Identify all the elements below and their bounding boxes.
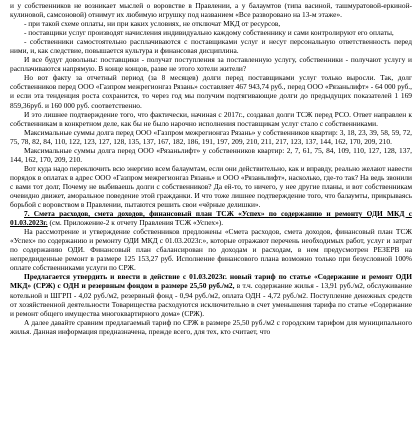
section-7-reference: (см. Приложение-2 к отчету Правления ТСЖ «Успех»). [47, 218, 224, 228]
tariff-proposal [10, 272, 412, 317]
paragraph-gas-debtors: Максимальные суммы долга перед ООО «Газпром межрегионгаз Рязань» у собственников квартир: 3, 18, 23, 39, 58, 59, 72, 75, 78, 82, 84, 110, 122, 123, 127, 128, 135, 137, 167, 182, 186, 191, 197, 209, 210, 211, 217, 123, 137, 144, 162, 170, 209, 210. [10, 127, 412, 146]
bullet-individual-billing: - поставщики услуг производят начисления индивидуально каждому собственнику и сами контролируют его оплаты, [24, 28, 394, 38]
tariff-proposal-bold: Предлагается утвердить и ввести в действие с 01.03.2023г. новый тариф по статье «Содержание и ремонт ОДИ МКД» (СРЖ) с ОДН и резервным фондом в размере 25,50 руб./м2, [10, 272, 412, 291]
paragraph-lift-debtors: Максимальные суммы долга перед ООО «Рязаньлифт» у собственников квартир: 2, 7, 61, 75, 84, 109, 110, 127, 128, 137, 144, 162, 170, 209, 210. [10, 145, 412, 164]
paragraph-compare-tariff: А далее давайте сравним предлагаемый тариф по СРЖ в размере 25,50 руб./м2 с городским тарифом для муниципального жилья. Данная информация предназначена, прежде всего, для тех, кто считает, что [10, 317, 412, 336]
bullet-responsibility: - собственники самостоятельно расплачиваются с поставщиками услуг и несут персональную ответственность перед ними, и, как следствие, повышается культура и финансовая дисциплина. [10, 37, 412, 56]
section-7-body: На рассмотрение и утверждение собственников предложены «Смета расходов, смета доходов, финансовый план ТСЖ «Успех» по содержанию и ремонту ОДИ МКД с 01.03.2023г.», которые отражают перечень необходимых работ, услуг и затрат по содержанию ОДИ. Финансовый план сбалансирован по доходам и расходам, в нем предусмотрен РЕЗЕРВ на непредвиденные ремонт в размере 125 153,27 руб. Исполнение финансового плана возможно только при безусловной 100% оплате собственниками услуги по СРЖ. [10, 227, 412, 273]
paragraph-intro: и у собственников не возникает мыслей о воровстве в Правлении, а у балаумтов (типа васиной, ташмуратовой-еркиной-кулиновой, самсоновой) отнимут их любимую игрушку под названием «Все разворовано на 13-м этаже». [10, 1, 412, 20]
bullet-no-disconnect: - при такой схеме оплаты, ни при каких условиях, не отключат МКД от ресурсов, [24, 19, 281, 29]
tariff-proposal-rest: в т.ч. содержание жилья - 13,91 руб./м2, обслуживание котельной и ШГРП - 4,02 руб./м2, резервный фонд - 0,94 руб./м2, оплата ОДН - 4,72 руб./м2. Поступление денежных средств от хозяйственной деятельности Товарищества расходуются исключительно в счет уменьшения тарифа по статье «Содержание и ремонт общего имущества многоквартирного дома» (СРЖ). [10, 281, 412, 318]
paragraph-debts-grew: Но вот факту за отчетный период (за 8 месяцев) долги перед поставщиками услуг только выросли. Так, долг собственников перед ООО «Газпром межрегионгаз Рязань» составляет 467 943,74 руб., перед ООО «Рязаньлифт» - 64 000 руб., и если эта тенденция роста сохранится, то через год мы получим подтягивающие долги до предыдущих показателей 1 169 859,36руб. и 160 000 руб. соответственно. [10, 73, 412, 110]
paragraph-energy: Вот куда надо переключить всю энергию всем балаумтам, если они действительно, как и вправду, реально желают навести порядок в оплатах в адрес ООО «Газпром межрегионгаз Рязань» и ООО «Рязаньлифт», насколько, где-то так? На ведь звонили с вами тот долг, Почему не выбиваешь долги с собственников? Да ей-то, то ничего, у нее другие планы, и вот собственникам очевидно движет, аморальное поведение этой гражданки. И что тоже лишнее подтверждение того, что балаумты, прикрываясь борьбой с воровством в Правлении, пытаются решить свои «чёрные делишки». [10, 163, 412, 210]
paragraph-confirmation: И это лишнее подтверждение того, что фактически, начиная с 2017г., создавал долги ТСЖ перед РСО. Ответ направлен к собственникам в конкретном деле, как бы не было нарочно исполнения поставщикам услуг стало с собственниками. [10, 109, 412, 128]
document-page [10, 1, 412, 336]
section-7-title: 7. Смета расходов, смета доходов, финансовый план ТСЖ «Успех» по содержанию и ремонту ОДИ МКД с 01.03.2023г. [10, 209, 412, 228]
section-7-heading [10, 209, 412, 227]
paragraph-everyone-satisfied: И все будут довольны: поставщики - получат поступления за поставленную услугу, собственники - получают услугу и расплачиваются напрямую. В конце концов, разве не этого хотели жители? [10, 55, 412, 74]
